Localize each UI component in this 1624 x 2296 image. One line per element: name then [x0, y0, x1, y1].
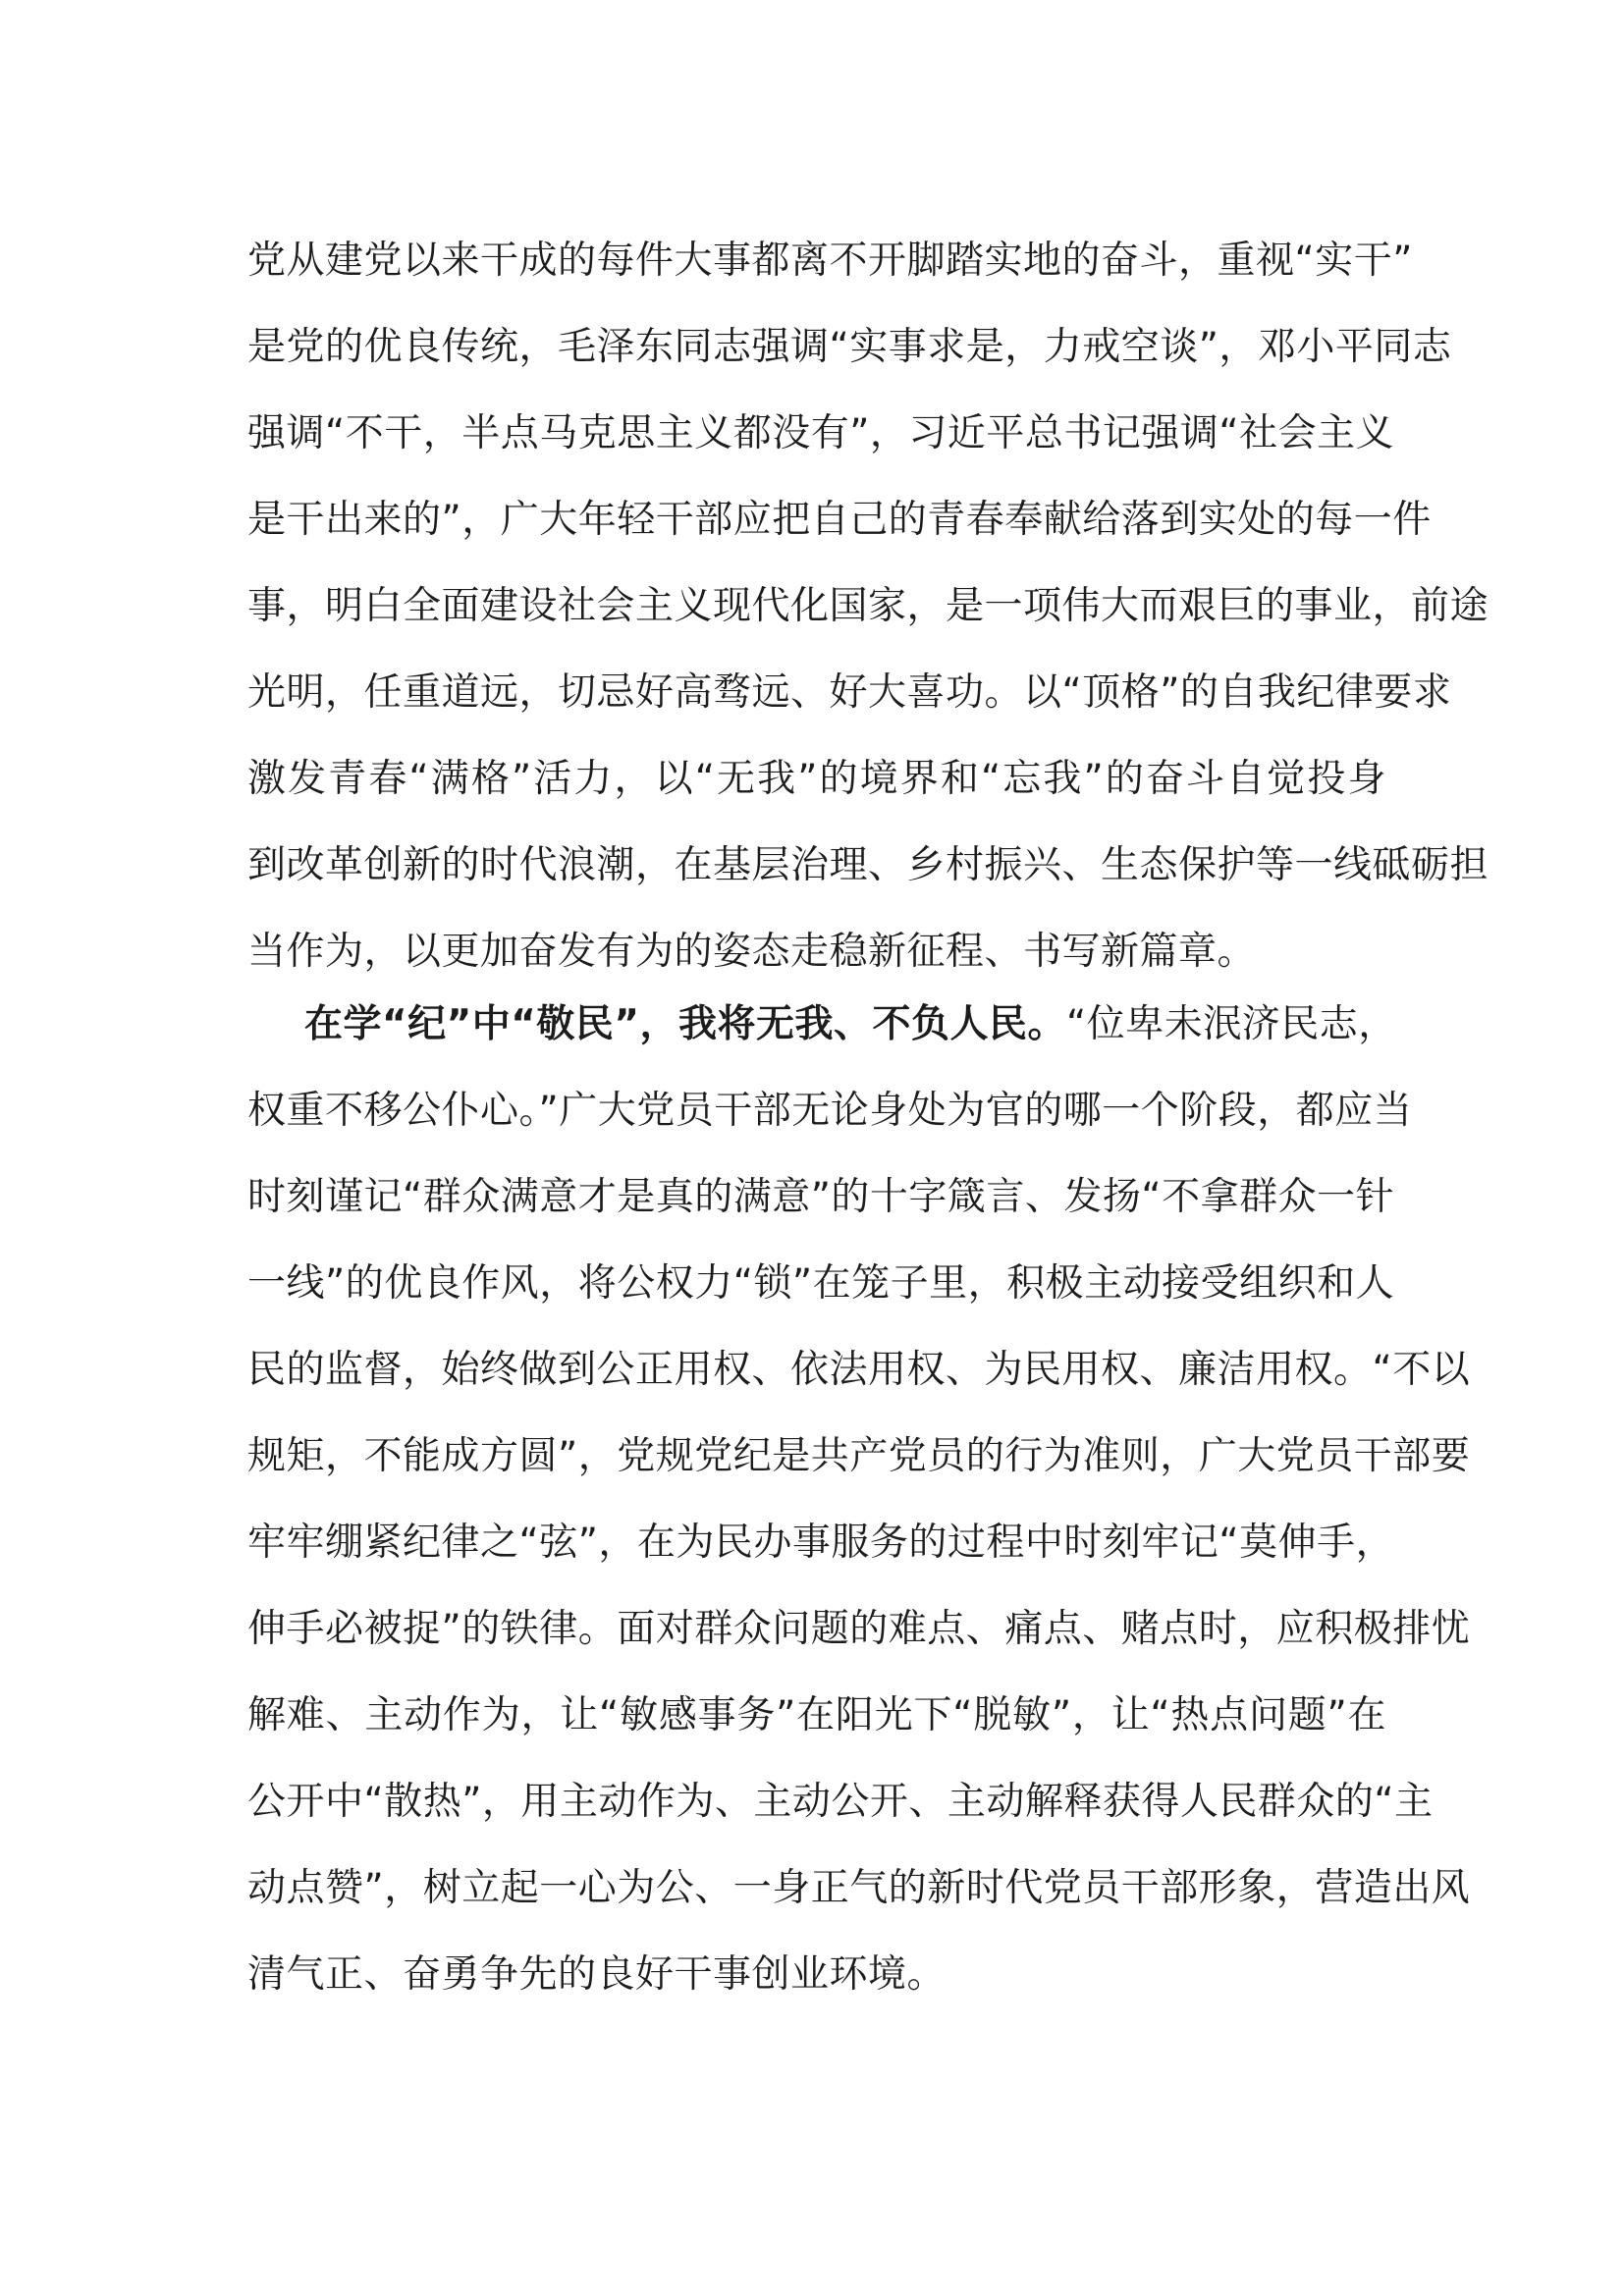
- paragraph-line: 到改革创新的时代浪潮，在基层治理、乡村振兴、生态保护等一线砥砺担: [247, 843, 1489, 887]
- paragraph-first-line-text: “位卑未泯济民志，: [1066, 1002, 1397, 1046]
- paragraph-line: 动点赞”，树立起一心为公、一身正气的新时代党员干部形象，营造出风: [247, 1866, 1471, 1910]
- paragraph-line: 规矩，不能成方圆”，党规党纪是共产党员的行为准则，广大党员干部要: [247, 1434, 1471, 1478]
- paragraph-heading: 在学“纪”中“敬民”，我将无我、不负人民。: [304, 1002, 1067, 1046]
- paragraph-line: 一线”的优良作风，将公权力“锁”在笼子里，积极主动接受组织和人: [247, 1261, 1395, 1306]
- paragraph-1: [247, 218, 1489, 995]
- paragraph-line: 光明，任重道远，切忌好高骛远、好大喜功。以“顶格”的自我纪律要求: [247, 670, 1452, 715]
- paragraph-line: 解难、主动作为，让“敏感事务”在阳光下“脱敏”，让“热点问题”在: [247, 1693, 1386, 1737]
- paragraph-line: 牢牢绷紧纪律之“弦”，在为民办事服务的过程中时刻牢记“莫伸手，: [247, 1521, 1395, 1565]
- paragraph-line: 民的监督，始终做到公正用权、依法用权、为民用权、廉洁用权。“不以: [247, 1348, 1471, 1392]
- paragraph-line: 清气正、奋勇争先的良好干事创业环境。: [247, 1952, 947, 1997]
- paragraph-line: 强调“不干，半点马克思主义都没有”，习近平总书记强调“社会主义: [247, 411, 1395, 455]
- paragraph-line: 是干出来的”，广大年轻干部应把自己的青春奉献给落到实处的每一件: [247, 498, 1432, 542]
- paragraph-line: 时刻谨记“群众满意才是真的满意”的十字箴言、发扬“不拿群众一针: [247, 1175, 1395, 1219]
- paragraph-line: 公开中“散热”，用主动作为、主动公开、主动解释获得人民群众的“主: [247, 1780, 1434, 1824]
- paragraph-line: 激发青春“满格”活力，以“无我”的境界和“忘我”的奋斗自觉投身: [247, 757, 1386, 801]
- paragraph-line: 权重不移公仆心。”广大党员干部无论身处为官的哪一个阶段，都应当: [247, 1089, 1413, 1133]
- paragraph-first-line: [247, 982, 1397, 1068]
- paragraph-line: 当作为，以更加奋发有为的姿态走稳新征程、书写新篇章。: [247, 930, 1257, 974]
- paragraph-line: 党从建党以来干成的每件大事都离不开脚踏实地的奋斗，重视“实干”: [247, 239, 1413, 283]
- paragraph-line: 事，明白全面建设社会主义现代化国家，是一项伟大而艰巨的事业，前途: [247, 584, 1489, 628]
- paragraph-line: 伸手必被捉”的铁律。面对群众问题的难点、痛点、赌点时，应积极排忧: [247, 1607, 1471, 1651]
- paragraph-2: [247, 982, 1471, 2018]
- paragraph-line: 是党的优良传统，毛泽东同志强调“实事求是，力戒空谈”，邓小平同志: [247, 325, 1452, 369]
